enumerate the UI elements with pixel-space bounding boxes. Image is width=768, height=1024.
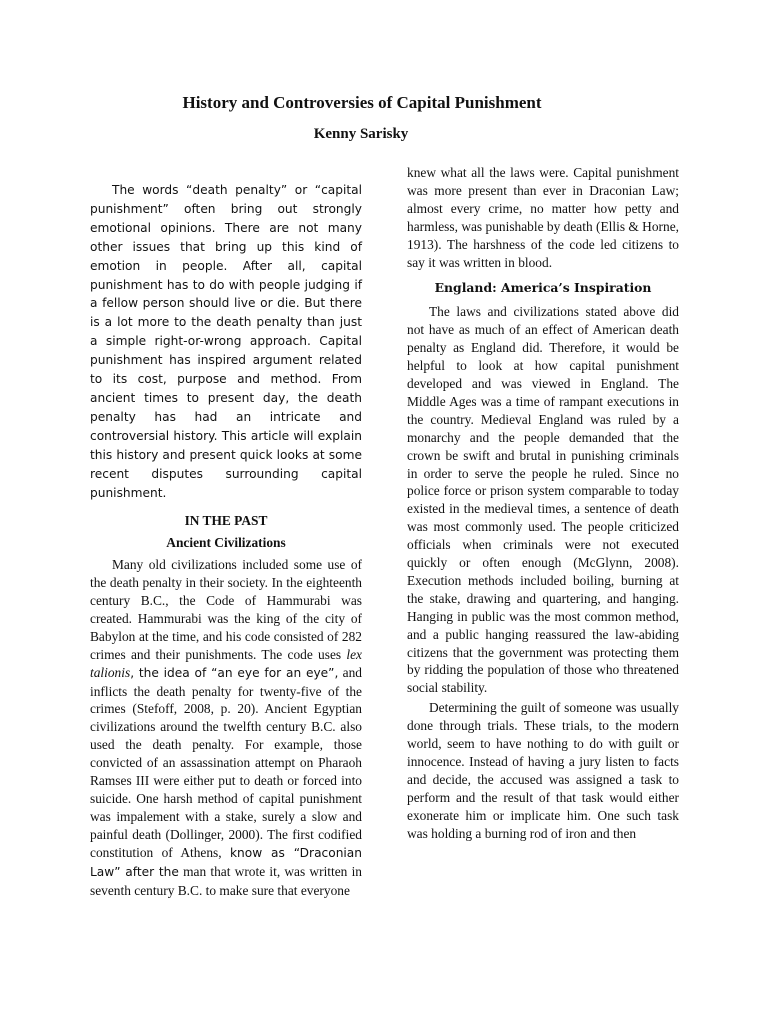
guilt-paragraph: Determining the guilt of someone was usually done through trials. These trials, to the modern world, seem to have nothing to do with guilt or innocence. Instead of having a jury listen to facts and decide, the accused was assigned a task to perform and the result of that task would either exonerate him or implicate him. One such task was holding a burning rod of iron and then <box>407 700 679 841</box>
right-column <box>407 164 679 843</box>
section-heading-past: IN THE PAST <box>184 513 268 529</box>
article-title: History and Controversies of Capital Punishment <box>182 93 542 112</box>
ancient-italic-term: lex talionis <box>90 646 362 680</box>
author-name: Kenny Sarisky <box>313 126 409 142</box>
intro-text: The words “death penalty” or “capital punishment” often bring out strongly emotional opinions. There are not many other issues that bring up this kind of emotion in people. After all, capital punishment has to do with people judging if a fellow person should live or die. But there is a lot more to the death penalty than just a simple right-or-wrong approach. Capital punishment has inspired argument related to its cost, purpose and method. From ancient times to present day, the death penalty has had an intricate and controversial history. This article will explain this history and present quick looks at some recent disputes surrounding capital punishment. <box>90 183 362 500</box>
continuation-paragraph: knew what all the laws were. Capital punishment was more present than ever in Draconian Law; almost every crime, no matter how petty and harmless, was punishable by death (Ellis & Horne, 1913). The harshness of the code led citizens to say it was written in blood. <box>407 165 679 270</box>
subsection-heading-england: England: America’s Inspiration <box>434 280 652 296</box>
england-paragraph: The laws and civilizations stated above did not have as much of an effect of American death penalty as England did. Therefore, it would be helpful to look at how capital punishment developed and was viewed in England. The Middle Ages was a time of rampant executions in the country. Medieval England was ruled by a monarchy and the people demanded that the crown be swift and brutal in punishing criminals in order to serve the people he ruled. Since no police force or prison system comparable to today existed in the medieval times, a sentence of death was most commonly used. The people criticized officials when criminals were not executed quickly or often enough (McGlynn, 2008). Execution methods included boiling, burning at the stake, drawing and quartering, and hanging. Hanging in public was the most common method, and a public hanging reassured the law-abiding citizens that the government was protecting them by ridding the population of those who threatened social stability. <box>407 304 679 696</box>
ancient-text-5: man that wrote it, was written in seventh century B.C. to make sure that everyone <box>90 863 363 898</box>
subsection-heading-ancient: Ancient Civilizations <box>166 535 286 551</box>
ancient-text-2: , the idea of “an eye for an eye”, <box>130 665 339 680</box>
intro-paragraph <box>90 181 362 502</box>
ancient-text-3: and inflicts the death penalty for twenty-five of the crimes (Stefoff, 2008, p. 20). Ancient Egyptian civilizations around the twelfth century B.C. also used the death penalty. For example, those convicted of an assassination attempt on Pharaoh Ramses III were either put to death or forced into suicide. One harsh method of capital punishment was impalement with a stake, surely a slow and painful death (Dollinger, 2000). The first codified constitution of Athens, <box>90 664 362 860</box>
ancient-text-1: Many old civilizations included some use of the death penalty in their society. In the eighteenth century B.C., the Code of Hammurabi was created. Hammurabi was the king of the city of Babylon at the time, and his code consisted of 282 crimes and their punishments. The code uses <box>90 557 362 662</box>
ancient-paragraph <box>90 556 362 899</box>
ancient-text-4: know as “Draconian Law” after the <box>90 845 362 879</box>
left-column <box>90 181 362 899</box>
